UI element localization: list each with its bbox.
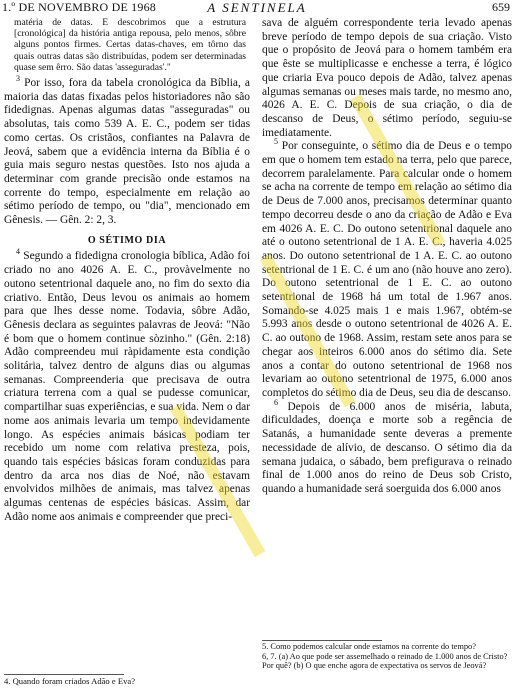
section-subheading: O SÉTIMO DIA [87, 234, 167, 246]
paragraph-number: 3 [16, 74, 20, 84]
footnote-5: 5. Como podemos calcular onde estamos na corrente do tempo? [262, 642, 476, 651]
paragraph-number: 5 [274, 137, 278, 147]
paragraph-text: Por conseguinte, o sétimo dia de Deus e o tempo em que o homem tem estado na terra, pelo que parece, decorrem paralelamente. Para calcular onde o homem se acha na corrente de tempo em relação ao sétimo dia de Deus de 7.000 anos, precisamos determinar quanto tempo decorreu desde o ano da criação de Adão e Eva em 4026 A. E. C. Do outono setentrional daquele ano até o outono setentrional de 1 A. E. C., haveria 4.025 anos. Do outono setentrional de 1 A. E. C. ao outono setentrional de 1 E. C. é um ano (não houve ano zero). Do outono setentrional de 1 E. C. ao outono setentrional de 1968 há um total de 1.967 anos. Somando-se 4.025 mais 1 e mais 1.967, obtém-se 5.993 anos desde o outono setentrional de 4026 A. E. C. ao outono de 1968. Assim, restam sete anos para se chegar aos inteiros 6.000 anos do sétimo dia. Sete anos a contar do outono setentrional de 1968 nos levariam ao outono setentrional de 1975, 6.000 anos completos do sétimo dia de Deus, seu dia de descanso. [262, 140, 512, 399]
paragraph-4 [4, 247, 250, 524]
page-number: 659 [492, 0, 510, 14]
footnote-left: 4. Quando foram criados Adão e Eva? [4, 676, 136, 686]
paragraph-3 [4, 74, 250, 228]
paragraph-text: Por isso, fora da tabela cronológica da Bíblia, a maioria das datas fixadas pelos historiadores não são fidedignas. Apenas algumas datas "asseguradas" ou absolutas, tais como 539 A. E. C., podem ser tidas como certas. Os cristãos, confiantes na Palavra de Jeová, sabem que a evidência interna da Bíblia é o guia mais seguro nestas questões. Isto nos ajuda a determinar com grande precisão onde estamos na corrente do tempo, especialmente em relação ao sétimo período de tempo, ou "dia", mencionado em Gênesis. — Gên. 2: 2, 3. [4, 77, 250, 227]
right-column [262, 17, 512, 497]
paragraph-text: Segundo a fidedigna cronologia bíblica, Adão foi criado no ano 4026 A. E. C., provàvelmente no outono setentrional daquele ano, no fim do sexto dia criativo. Então, Deus levou os animais ao homem para que lhes desse nome. Todavia, sôbre Adão, Gênesis declara as seguintes palavras de Jeová: "Não é bom que o homem continue sòzinho." (Gên. 2:18) Adão compreendeu mui ràpidamente esta condição solitária, talvez dentro de alguns dias ou algumas semanas. Compreenderia que precisava de outra criatura terrena com a qual se pudesse comunicar, compartilhar suas experiências, e sua vida. Nem o dar nome aos animais levaria um tempo indevidamente longo. As espécies animais básicas podiam ter recebido um nome com relativa presteza, pois, quando tais espécies básicas foram conduzidas para dentro da arca nos dias de Noé, não estavam envolvidos milhões de animais, mas talvez apenas algumas centenas de espécies básicas. Assim, dar Adão nome aos animais e compreender que preci- [4, 250, 250, 523]
paragraph-4-continued: sava de alguém correspondente teria levado apenas breve período de tempo depois de sua criação. Visto que o propósito de Jeová para o homem também era que êste se multiplicasse e enchesse a terra, é lógico que criaria Eva pouco depois de Adão, talvez apenas algumas semanas ou meses mais tarde, no mesmo ano, 4026 A. E. C. Depois de sua criação, o dia de descanso de Deus, o sétimo período, seguiu-se imediatamente. [262, 17, 512, 139]
issue-date: 1.º DE NOVEMBRO DE 1968 [2, 0, 156, 14]
paragraph-number: 6 [274, 397, 278, 407]
left-column [4, 17, 250, 525]
paragraph-text: Depois de 6.000 anos de miséria, labuta, dificuldades, doença e morte sob a regência de Satanás, a humanidade sente deveras a premente necessidade de alívio, de descanso. O sétimo dia da semana judaica, o sábado, bem prefigurava o reinado final de 1.000 anos do reino de Deus sob Cristo, quando a humanidade será soerguida dos 6.000 anos [262, 400, 512, 495]
page-header [0, 0, 514, 16]
footnotes-right [262, 642, 512, 671]
paragraph-number: 4 [16, 247, 20, 257]
paragraph-5 [262, 137, 512, 400]
magazine-title: A SENTINELA [207, 0, 307, 15]
footnote-divider [4, 674, 124, 675]
quote-block: matéria de datas. E descobrimos que a estrutura [cronológica] da história antiga repousa, pelo menos, sôbre alguns pontos firmes. Certas datas-chaves, em tôrno das quais outras datas são distribuídas, podem ser determinadas quase sem êrro. São datas 'asseguradas'." [14, 17, 246, 73]
footnote-divider-right [262, 640, 382, 641]
paragraph-6 [262, 397, 512, 497]
footnote-6-7: 6, 7. (a) Ao que pode ser assemelhado o reinado de 1.000 anos de Cristo? Por quê? (b) O que enche agora de expectativa os servos de Jeová? [262, 651, 508, 671]
